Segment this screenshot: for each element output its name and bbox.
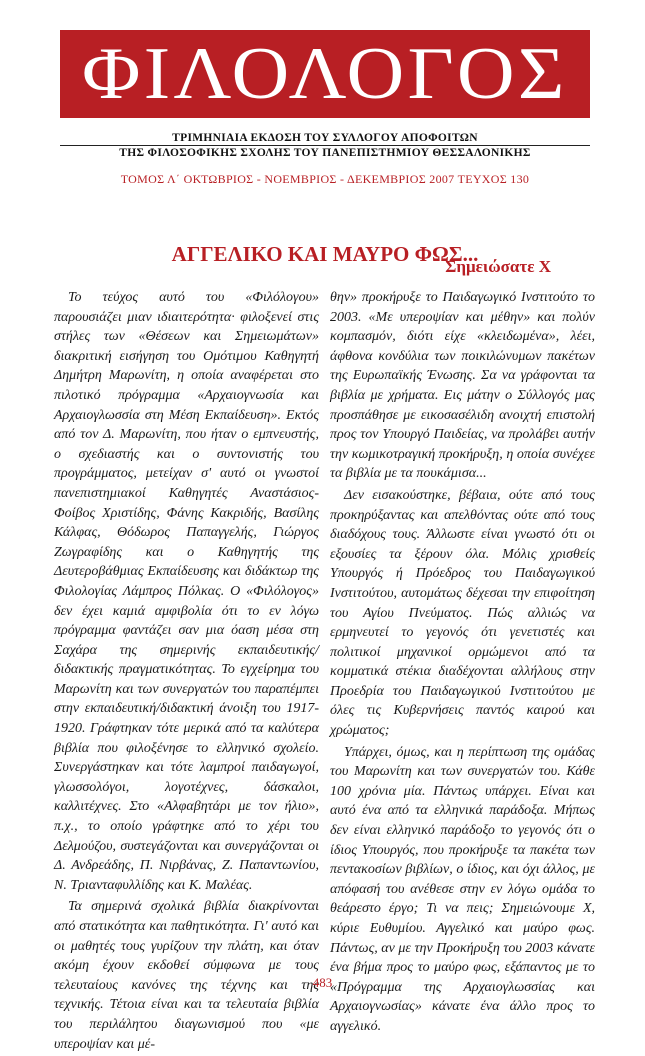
paragraph: Υπάρχει, όμως, και η περίπτωση της ομάδας του Μαρωνίτη και των συνεργατών του. Κάθε 100 χρόνια μία. Πάντως υπάρχει. Είναι και αυτό ένα από τα ελληνικά παράδοξα. Μήπως δεν είναι ελληνικό παράδοξο το γεγονός ότι ο ίδιος Υπουργός, που προκήρυξε τα πακέτα των πεντακοσίων βιβλίων, ο ίδιος, και όχι άλλος, με απόφασή του ανέθεσε στην εν λόγω ομάδα το θεάρεστο έργο; Τι να πεις; Σημειώνουμε Χ, κύριε Ευθυμίου. Αγγελικό και μαύρο φως. Πάντως, αν με την Προκήρυξη του 2003 κάνατε ένα βήμα προς το μαύρο φως, εξάπαντος με το «Πρόγραμμα της Αρχαιογλωσσίας και Αρχαιογνωσίας» κάνατε ένα άλλο προς το αγγελικό. (330, 744, 595, 1034)
publisher-line-1: ΤΡΙΜΗΝΙΑΙΑ ΕΚΔΟΣΗ ΤΟΥ ΣΥΛΛΟΓΟΥ ΑΠΟΦΟΙΤΩΝ (60, 132, 590, 146)
paragraph: Τα σημερινά σχολικά βιβλία διακρίνονται από στατικότητα και παθητικότητα. Γι' αυτό και οι μαθητές τους γυρίζουν την πλάτη, και όταν ακόμη έχουν εκδοθεί σύμφωνα με τους τελευταίους κανόνες της τέχνης και της τεχνικής. Τέτοια είναι και τα τελευταία βιβλία του περιλάλητου διαγωνισμού που «με υπεροψίαν και μέ- (54, 899, 319, 1052)
paragraph: θην» προκήρυξε το Παιδαγωγικό Ινστιτούτο το 2003. «Με υπεροψίαν και μέθην» και πολύν κομπασμόν, διότι είχε «κλειδωμένα», λέει, άφθονα κονδύλια των ποικιλώνυμων πακέτων της Ευρωπαϊκής Ένωσης. Σα να γράφονται τα βιβλία με χρήματα. Εις μάτην ο Σύλλογός μας προσπάθησε με εικοσασέλιδη ανοιχτή επιστολή προς τον Υπουργό Παιδείας, να προλάβει αυτήν την κωμικοτραγική προκήρυξη, η οποία συνέχεε τα βιβλία με τα πουκάμισα... (330, 290, 595, 482)
right-column (330, 288, 595, 1039)
article-title: ΑΓΓΕΛΙΚΟ ΚΑΙ ΜΑΥΡΟ ΦΩΣ... (171, 242, 479, 267)
article-subtitle: Σημειώσατε Χ (445, 257, 551, 276)
page-number: 483 (312, 975, 333, 990)
paragraph: Δεν εισακούστηκε, βέβαια, ούτε από τους προκηρύξαντας και απελθόντας ούτε από τους διαδόχους τους. Άλλωστε είναι γνωστό ότι οι εξουσίες τα ξέρουν όλα. Μόλις χρισθείς Υπουργός ή Πρόεδρος του Παιδαγωγικού Ινστιτούτου, αυτομάτως δέχεσαι την επιφοίτηση του Αγίου Πνεύματος. Πώς αλλιώς να ερμηνευτεί το γεγονός ότι γενετιστές και πολιτικοί μηχανικοί ορμώμενοι από τα κομματικά στέκια διαδέχονται αλλήλους στην Προεδρία του Παιδαγωγικού Ινστιτούτου με όλες τις Κυβερνήσεις παντός καιρού και χρώματος; (330, 487, 595, 739)
journal-title: ΦΙΛΟΛΟΓΟΣ (82, 33, 568, 115)
issue-info: ΤΟΜΟΣ Λ΄ ΟΚΤΩΒΡΙΟΣ - ΝΟΕΜΒΡΙΟΣ - ΔΕΚΕΜΒΡΙΟΣ 2007 ΤΕΥΧΟΣ 130 (120, 172, 530, 186)
paragraph: Το τεύχος αυτό του «Φιλόλογου» παρουσιάζει μιαν ιδιαιτερότητα· φιλοξενεί στις στήλες των «Θέσεων και Σημειωμάτων» διακριτική εισήγηση του Ομότιμου Καθηγητή Δημήτρη Μαρωνίτη, η οποία αναφέρεται στο πιλοτικό πρόγραμμα «Αρχαιογνωσία και Αρχαιογλωσσία στη Μέση Εκπαίδευση». Εκτός από τον Δ. Μαρωνίτη, που ήταν ο εμπνευστής, ο σχεδιαστής και ο συντονιστής του προγράμματος, μετείχαν σ' αυτό οι γνωστοί πανεπιστημιακοί Καθηγητές Αναστάσιος-Φοίβος Χριστίδης, Φάνης Κακριδής, Βασίλης Κάλφας, Θόδωρος Παπαγγελής, Γιώργος Ζωγραφίδης και ο Καθηγητής της Δευτεροβάθμιας Εκπαίδευσης και διδάκτωρ της Φιλολογίας Λάμπρος Πόλκας. Ο «Φιλόλογος» δεν έχει καμιά αμφιβολία ότι το εν λόγω πρόγραμμα φαντάζει σαν μια όαση μέσα στη Σαχάρα της σημερινής εκπαιδευτικής/διδακτικής πραγματικότητας. Το εγχείρημα του Μαρωνίτη και των συνεργατών του παραπέμπει στην εκπαιδευτική/διδακτική άνοιξη του 1917-1920. Γράφτηκαν τότε μερικά από τα καλύτερα βιβλία που φιλοξένησε το ελληνικό σχολείο. Συνεργάστηκαν και τότε λαμπροί παιδαγωγοί, γλωσσολόγοι, λογοτέχνες, δάσκαλοι, καλλιτέχνες. Στο «Αλφαβητάρι με τον ήλιο», π.χ., το οποίο γράφτηκε από το χέρι του Δελμούζου, συστεγάζονται και συνεργάζονται οι Δ. Ανδρεάδης, Π. Νιρβάνας, Ζ. Παπαντωνίου, Ν. Τριανταφυλλίδης και Κ. Μαλέας. (54, 290, 319, 893)
publisher-line-2: ΤΗΣ ΦΙΛΟΣΟΦΙΚΗΣ ΣΧΟΛΗΣ ΤΟΥ ΠΑΝΕΠΙΣΤΗΜΙΟΥ ΘΕΣΣΑΛΟΝΙΚΗΣ (119, 147, 531, 159)
left-column (54, 288, 319, 1056)
masthead-banner (60, 30, 590, 118)
